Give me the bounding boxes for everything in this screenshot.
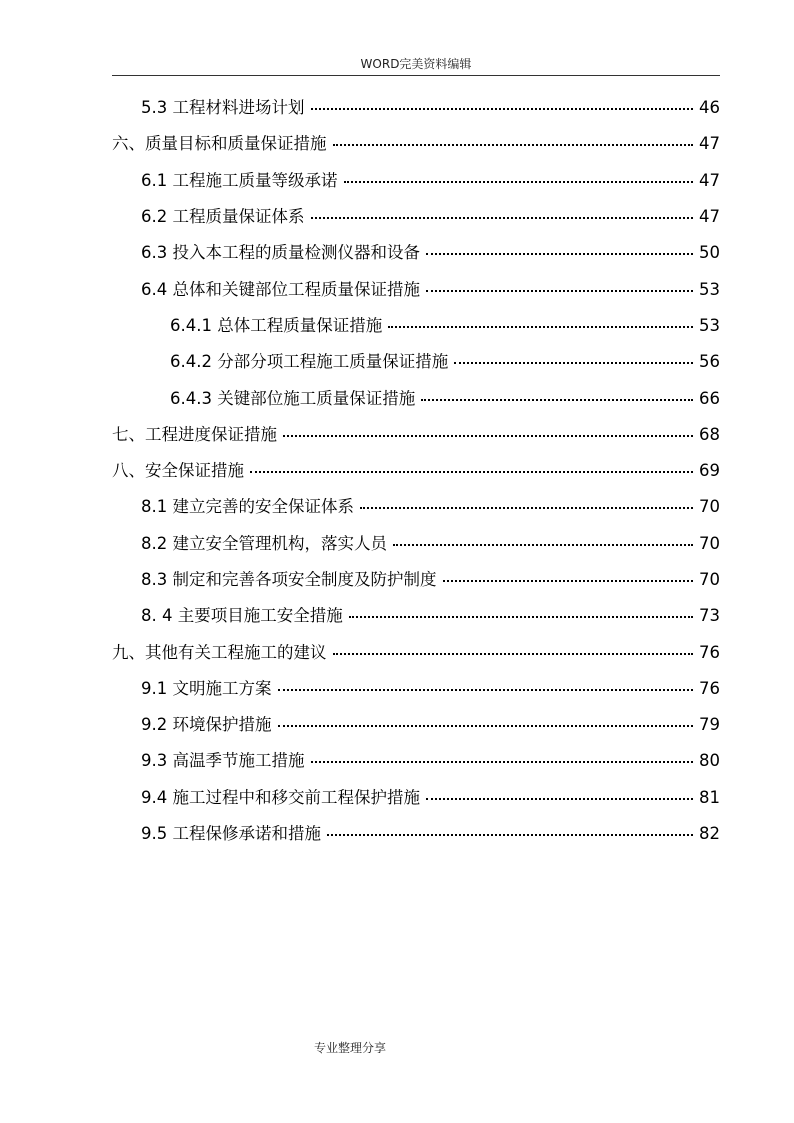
toc-entry-label: 6.4 总体和关键部位工程质量保证措施 bbox=[141, 279, 420, 299]
toc-entry[interactable] bbox=[0, 489, 794, 525]
toc-entry[interactable] bbox=[0, 163, 794, 199]
toc-entry-label: 6.4.1 总体工程质量保证措施 bbox=[170, 315, 383, 335]
toc-page-number: 47 bbox=[699, 134, 720, 154]
toc-entry-label: 8.2 建立安全管理机构，落实人员 bbox=[141, 533, 387, 553]
toc-entry[interactable] bbox=[0, 453, 794, 489]
toc-leader-dots bbox=[426, 290, 693, 292]
toc-entry[interactable] bbox=[0, 417, 794, 453]
toc-entry[interactable] bbox=[0, 743, 794, 779]
toc-entry[interactable] bbox=[0, 526, 794, 562]
toc-leader-dots bbox=[393, 544, 693, 546]
toc-leader-dots bbox=[360, 507, 693, 509]
toc-entry-label: 8. 4 主要项目施工安全措施 bbox=[141, 606, 343, 626]
toc-page-number: 82 bbox=[699, 824, 720, 844]
toc-page-number: 70 bbox=[699, 497, 720, 517]
toc-entry-label: 七、工程进度保证措施 bbox=[112, 424, 277, 444]
toc-page-number: 76 bbox=[699, 678, 720, 698]
toc-page-number: 53 bbox=[699, 315, 720, 335]
toc-entry-label: 6.3 投入本工程的质量检测仪器和设备 bbox=[141, 243, 420, 263]
toc-entry-label: 八、安全保证措施 bbox=[112, 461, 244, 481]
toc-entry-label: 8.1 建立完善的安全保证体系 bbox=[141, 497, 354, 517]
toc-leader-dots bbox=[426, 253, 693, 255]
toc-leader-dots bbox=[327, 834, 693, 836]
toc-entry-label: 6.1 工程施工质量等级承诺 bbox=[141, 170, 338, 190]
toc-page-number: 76 bbox=[699, 642, 720, 662]
toc-leader-dots bbox=[311, 761, 694, 763]
toc-leader-dots bbox=[333, 144, 694, 146]
toc-entry-label: 6.4.3 关键部位施工质量保证措施 bbox=[170, 388, 416, 408]
toc-leader-dots bbox=[443, 580, 694, 582]
toc-entry[interactable] bbox=[0, 126, 794, 162]
toc-page-number: 70 bbox=[699, 533, 720, 553]
toc-entry-label: 9.4 施工过程中和移交前工程保护措施 bbox=[141, 787, 420, 807]
toc-entry-label: 9.2 环境保护措施 bbox=[141, 715, 272, 735]
toc-leader-dots bbox=[311, 108, 694, 110]
toc-entry[interactable] bbox=[0, 235, 794, 271]
toc-entry-label: 6.2 工程质量保证体系 bbox=[141, 207, 305, 227]
toc-page-number: 69 bbox=[699, 461, 720, 481]
toc-leader-dots bbox=[250, 471, 693, 473]
table-of-contents bbox=[0, 90, 794, 852]
toc-page-number: 47 bbox=[699, 170, 720, 190]
toc-entry-label: 6.4.2 分部分项工程施工质量保证措施 bbox=[170, 352, 449, 372]
toc-page-number: 50 bbox=[699, 243, 720, 263]
toc-entry-label: 5.3 工程材料进场计划 bbox=[141, 98, 305, 118]
toc-entry-label: 9.5 工程保修承诺和措施 bbox=[141, 824, 321, 844]
toc-leader-dots bbox=[278, 725, 694, 727]
toc-page-number: 47 bbox=[699, 207, 720, 227]
header-divider bbox=[112, 75, 720, 76]
toc-entry[interactable] bbox=[0, 634, 794, 670]
toc-leader-dots bbox=[344, 181, 694, 183]
toc-page-number: 70 bbox=[699, 570, 720, 589]
toc-leader-dots bbox=[454, 362, 693, 364]
toc-entry[interactable] bbox=[0, 816, 794, 852]
toc-leader-dots bbox=[311, 217, 694, 219]
toc-page-number: 73 bbox=[699, 606, 720, 626]
toc-page-number: 46 bbox=[699, 98, 720, 118]
toc-entry[interactable] bbox=[0, 344, 794, 380]
toc-leader-dots bbox=[283, 435, 693, 437]
toc-entry[interactable] bbox=[0, 380, 794, 416]
toc-page-number: 56 bbox=[699, 352, 720, 372]
toc-entry[interactable] bbox=[0, 90, 794, 126]
toc-page-number: 66 bbox=[699, 388, 720, 408]
toc-page-number: 80 bbox=[699, 751, 720, 771]
toc-page-number: 81 bbox=[699, 787, 720, 807]
toc-entry-label: 六、质量目标和质量保证措施 bbox=[112, 134, 327, 154]
toc-entry[interactable] bbox=[0, 671, 794, 707]
toc-entry[interactable] bbox=[0, 308, 794, 344]
toc-leader-dots bbox=[278, 689, 694, 691]
toc-leader-dots bbox=[421, 399, 693, 401]
toc-entry[interactable] bbox=[0, 780, 794, 816]
toc-entry[interactable] bbox=[0, 199, 794, 235]
toc-page-number: 68 bbox=[699, 424, 720, 444]
toc-entry[interactable] bbox=[0, 562, 794, 598]
toc-entry[interactable] bbox=[0, 707, 794, 743]
toc-page-number: 79 bbox=[699, 715, 720, 735]
toc-entry-label: 9.1 文明施工方案 bbox=[141, 678, 272, 698]
toc-page-number: 53 bbox=[699, 279, 720, 299]
toc-entry[interactable] bbox=[0, 271, 794, 307]
toc-leader-dots bbox=[388, 326, 693, 328]
toc-entry-label: 8.3 制定和完善各项安全制度及防护制度 bbox=[141, 570, 437, 589]
toc-entry[interactable] bbox=[0, 598, 794, 634]
toc-leader-dots bbox=[349, 616, 693, 618]
toc-entry-label: 九、其他有关工程施工的建议 bbox=[112, 642, 327, 662]
toc-entry-label: 9.3 高温季节施工措施 bbox=[141, 751, 305, 771]
page-header: WORD完美资料编辑 bbox=[360, 57, 472, 71]
page-footer: 专业整理分享 bbox=[313, 1041, 386, 1055]
toc-leader-dots bbox=[426, 798, 693, 800]
toc-leader-dots bbox=[333, 653, 694, 655]
